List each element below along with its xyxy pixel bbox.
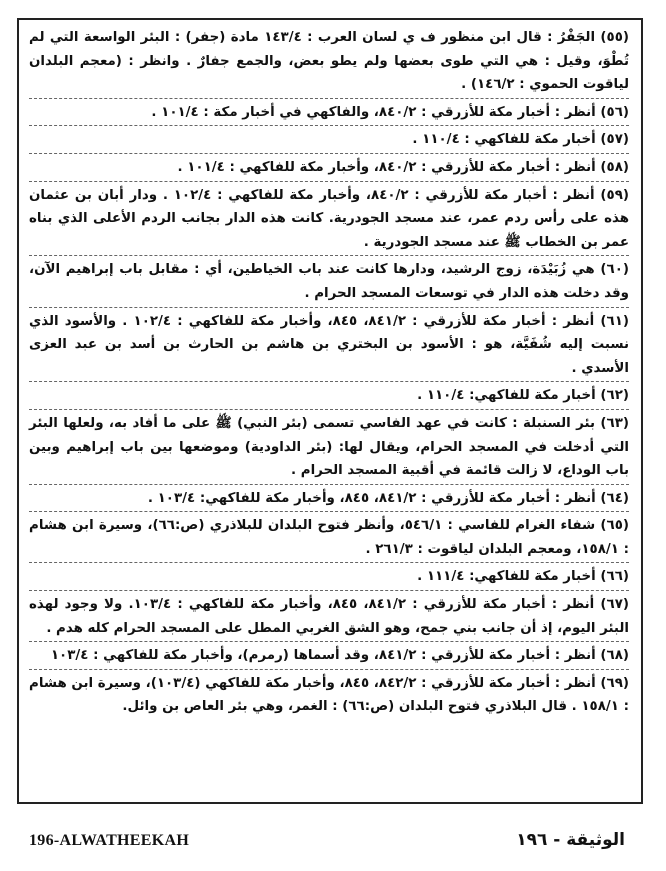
footnote-67: (٦٧) أنظر : أخبار مكة للأزرقي : ٨٤١/٢، ٨٤٥، وأخبار مكة للفاكهي : ١٠٣/٤. ولا وجود لهذه البئر اليوم، إذ أن جانب بني جمح، وهو الشق الغربي المطل على المسجد الحرام كله هدم . <box>29 593 629 642</box>
footnote-56: (٥٦) أنظر : أخبار مكة للأزرقي : ٨٤٠/٢، والفاكهي في أخبار مكة : ١٠١/٤ . <box>29 101 629 127</box>
footnote-66: (٦٦) أخبار مكة للفاكهي: ١١١/٤ . <box>29 565 629 591</box>
footnotes-box <box>17 18 643 804</box>
footnote-68: (٦٨) أنظر : أخبار مكة للأزرقي : ٨٤١/٢، وقد أسماها (رمرم)، وأخبار مكة للفاكهي : ١٠٣/٤ <box>29 644 629 670</box>
footnote-55: (٥٥) الجَفْرُ : قال ابن منظور ف ي لسان العرب : ١٤٣/٤ مادة (جفر) : البئر الواسعة التي لم تُطْوَ، وقيل : هي التي طوى بعضها ولم يطو بعض، والجمع جفارٌ . وانظر : (معجم البلدان لياقوت الحموي : ١٤٦/٢) . <box>29 26 629 99</box>
footnote-57: (٥٧) أخبار مكة للفاكهي : ١١٠/٤ . <box>29 128 629 154</box>
journal-page-label-latin: 196-ALWATHEEKAH <box>29 832 190 849</box>
footnote-69: (٦٩) أنظر : أخبار مكة للأزرقي : ٨٤٢/٢، ٨٤٥، وأخبار مكة للفاكهي (١٠٣/٤)، وسيرة ابن هشام : ١٥٨/١ . قال البلاذري فتوح البلدان (ص:٦٦) : الغمر، وهي بئر العاص بن وائل. <box>29 675 630 715</box>
footnote-62: (٦٢) أخبار مكة للفاكهي: ١١٠/٤ . <box>29 384 629 410</box>
footnote-59: (٥٩) أنظر : أخبار مكة للأزرقي : ٨٤٠/٢، وأخبار مكة للفاكهي : ١٠٢/٤ . ودار أبان بن عثمان هذه على رأس ردم عمر، عند مسجد الجودرية. كانت هذه الدار بجانب الردم الأعلى الذي بناه عمر بن الخطاب ﷺ عند مسجد الجودرية . <box>29 184 629 257</box>
footnote-65: (٦٥) شفاء الغرام للفاسي : ٥٤٦/١، وأنظر فتوح البلدان للبلاذري (ص:٦٦)، وسيرة ابن هشام : ١٥٨/١، ومعجم البلدان لياقوت : ٢٦١/٣ . <box>29 514 629 563</box>
footnote-61: (٦١) أنظر : أخبار مكة للأزرقي : ٨٤١/٢، ٨٤٥، وأخبار مكة للفاكهي : ١٠٢/٤ . والأسود الذي نسبت إليه شُفَيَّة، هو : الأسود بن البختري بن هاشم بن الحارث بن أسد بن عبد العزى الأسدي . <box>29 310 629 383</box>
footnote-58: (٥٨) أنظر : أخبار مكة للأزرقي : ٨٤٠/٢، وأخبار مكة للفاكهي : ١٠١/٤ . <box>29 156 629 182</box>
page-footer <box>17 820 643 860</box>
footnote-60: (٦٠) هي زُبَيْدَة، زوج الرشيد، ودارها كانت عند باب الخياطين، أي : مقابل باب إبراهيم الآن، وقد دخلت هذه الدار في توسعات المسجد الحرام . <box>29 258 629 307</box>
footnote-64: (٦٤) أنظر : أخبار مكة للأزرقي : ٨٤١/٢، ٨٤٥، وأخبار مكة للفاكهي: ١٠٣/٤ . <box>29 487 629 513</box>
journal-page-label-arabic: الوثيقة - ١٩٦ <box>516 830 625 850</box>
footnote-63: (٦٣) بئر السنبلة : كانت في عهد الفاسي تسمى (بئر النبي) ﷺ على ما أفاد به، ولعلها البئر التي أدخلت في المسجد الحرام، ويقال لها: (بئر الداودية) وموضعها بين باب إبراهيم وبين باب الوداع، لا زالت قائمة في أقبية المسجد الحرام . <box>29 412 629 485</box>
